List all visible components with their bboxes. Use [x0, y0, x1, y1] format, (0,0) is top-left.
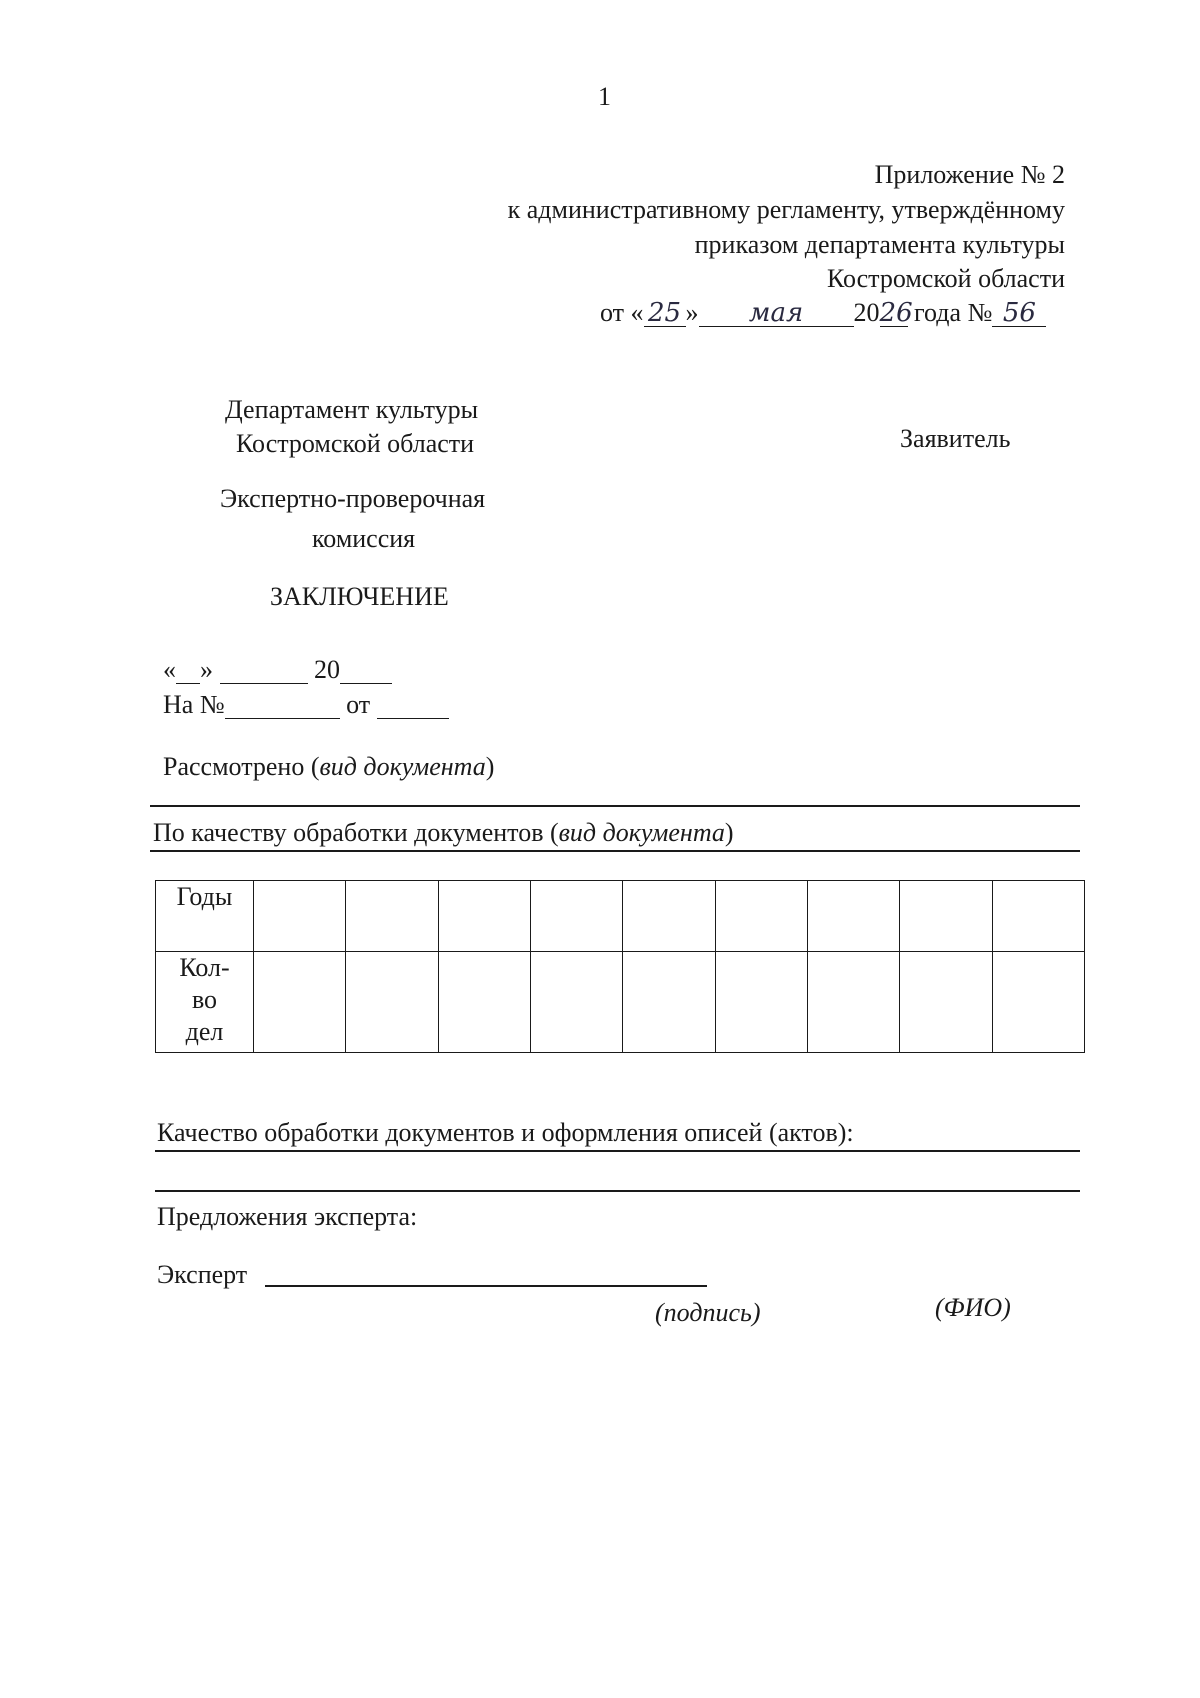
quality-processing-label: Качество обработки документов и оформления описей (актов):	[157, 1118, 854, 1147]
table-cell	[715, 881, 807, 952]
date-close-quote: »	[685, 298, 699, 327]
reviewed-line	[163, 752, 494, 782]
form-date-close: »	[200, 655, 213, 684]
years-cases-table	[155, 880, 1085, 1053]
reviewed-label: Рассмотрено (	[163, 752, 320, 781]
expert-proposals-label: Предложения эксперта:	[157, 1202, 418, 1231]
table-cell	[992, 952, 1084, 1053]
reviewed-italic: вид документа	[319, 752, 486, 781]
form-date-year-blank	[340, 657, 392, 684]
form-ref-date-blank	[377, 692, 449, 719]
signature-caption: (подпись)	[655, 1298, 761, 1327]
table-cell	[438, 881, 530, 952]
table-cell	[807, 952, 899, 1053]
order-number-handwritten: 56	[992, 300, 1046, 327]
quality-processing-underline-2	[155, 1190, 1080, 1192]
form-ref-line	[163, 690, 449, 720]
table-cell	[530, 881, 622, 952]
count-header-line-1: Кол-	[179, 953, 230, 982]
appendix-line-1: Приложение № 2	[874, 160, 1065, 189]
table-cell	[254, 881, 346, 952]
quality-italic: вид документа	[558, 818, 725, 847]
quality-processing-underline	[155, 1150, 1080, 1152]
quality-label: По качеству обработки документов (	[153, 818, 559, 847]
table-row-years	[156, 881, 1085, 952]
sender-line-2: Костромской области	[236, 429, 475, 458]
table-cell	[715, 952, 807, 1053]
expert-line	[157, 1260, 247, 1290]
table-cell	[623, 881, 715, 952]
table-cell	[992, 881, 1084, 952]
reviewed-underline	[150, 805, 1080, 807]
table-cell	[900, 881, 992, 952]
commission-line-1: Экспертно-проверочная	[220, 484, 486, 513]
years-header	[156, 881, 254, 952]
page-number: 1	[598, 82, 611, 111]
count-header-line-3: дел	[185, 1017, 224, 1046]
table-row-count	[156, 952, 1085, 1053]
sender-line-1: Департамент культуры	[225, 395, 479, 424]
form-date-month-blank	[220, 657, 308, 684]
date-year-handwritten: 26	[879, 298, 913, 328]
form-ref-label: На №	[163, 690, 225, 719]
recipient-label: Заявитель	[900, 424, 1011, 453]
years-header-text: Годы	[176, 882, 233, 911]
date-day-handwritten: 25	[644, 300, 686, 327]
table-cell	[438, 952, 530, 1053]
commission-line-2: комиссия	[312, 524, 416, 553]
date-year-word: года №	[914, 298, 993, 327]
expert-label: Эксперт	[157, 1260, 248, 1289]
form-ref-number-blank	[225, 692, 340, 719]
quality-line	[153, 818, 734, 848]
appendix-line-4: Костромской области	[826, 264, 1065, 293]
count-header-line-2: во	[191, 985, 218, 1014]
document-title: ЗАКЛЮЧЕНИЕ	[270, 582, 449, 611]
table-cell	[623, 952, 715, 1053]
quality-close: )	[724, 818, 734, 847]
table-cell	[530, 952, 622, 1053]
appendix-line-3: приказом департамента культуры	[694, 230, 1065, 259]
table-cell	[346, 881, 438, 952]
table-cell	[900, 952, 992, 1053]
appendix-line-2: к административному регламенту, утверждённому	[507, 195, 1065, 224]
name-caption: (ФИО)	[935, 1293, 1011, 1322]
date-prefix: от «	[600, 298, 644, 327]
form-date-day-blank	[176, 657, 200, 684]
form-date-open: «	[163, 655, 176, 684]
form-date-line	[163, 655, 392, 685]
table-cell	[346, 952, 438, 1053]
date-month-handwritten: мая	[699, 300, 854, 327]
count-header	[156, 952, 254, 1053]
table-cell	[807, 881, 899, 952]
table-cell	[254, 952, 346, 1053]
expert-signature-underline	[265, 1285, 707, 1287]
form-date-century: 20	[314, 655, 340, 684]
appendix-date-line	[600, 298, 1046, 328]
reviewed-close: )	[485, 752, 495, 781]
date-year-prefix: 20	[853, 298, 880, 327]
quality-underline	[150, 850, 1080, 852]
form-ref-from: от	[346, 690, 371, 719]
